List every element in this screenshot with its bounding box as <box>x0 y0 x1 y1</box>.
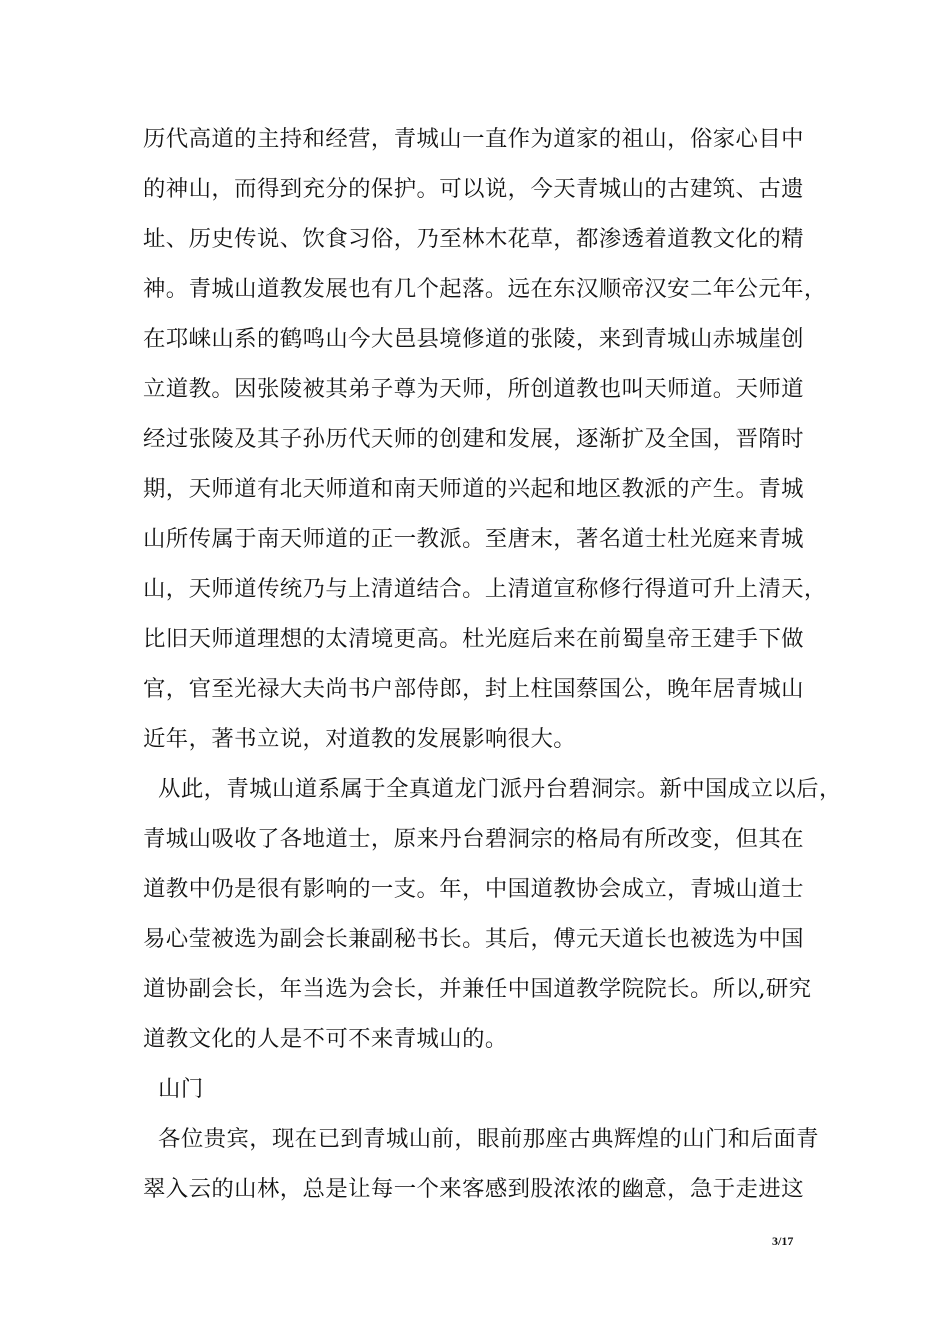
body-text-line: 的神山，而得到充分的保护。可以说，今天青城山的古建筑、古遗 <box>143 176 804 202</box>
body-text-line: 神。青城山道教发展也有几个起落。远在东汉顺帝汉安二年公元年， <box>143 276 827 302</box>
body-text-line: 立道教。因张陵被其弟子尊为天师，所创道教也叫天师道。天师道 <box>143 376 804 402</box>
body-text-line: 期，天师道有北天师道和南天师道的兴起和地区教派的产生。青城 <box>143 476 804 502</box>
body-text-line: 经过张陵及其子孙历代天师的创建和发展，逐渐扩及全国，晋隋时 <box>143 426 804 452</box>
body-text-line: 官，官至光禄大夫尚书户部侍郎，封上柱国蔡国公，晚年居青城山 <box>143 676 804 702</box>
body-text-line: 翠入云的山林，总是让每一个来客感到股浓浓的幽意，急于走进这 <box>143 1176 804 1202</box>
body-text-line: 山所传属于南天师道的正一教派。至唐末，著名道士杜光庭来青城 <box>143 526 804 552</box>
body-text-line: 历代高道的主持和经营，青城山一直作为道家的祖山，俗家心目中 <box>143 126 804 152</box>
body-text-line: 比旧天师道理想的太清境更高。杜光庭后来在前蜀皇帝王建手下做 <box>143 626 804 652</box>
body-text-line: 青城山吸收了各地道士，原来丹台碧洞宗的格局有所改变，但其在 <box>143 826 804 852</box>
body-text-line: 址、历史传说、饮食习俗，乃至林木花草，都渗透着道教文化的精 <box>143 226 804 252</box>
page-number: 3/17 <box>772 1234 794 1248</box>
body-text-line: 在邛崃山系的鹤鸣山今大邑县境修道的张陵，来到青城山赤城崖创 <box>143 326 804 352</box>
body-text-line: 山，天师道传统乃与上清道结合。上清道宣称修行得道可升上清天， <box>143 576 827 602</box>
body-text-line: 易心莹被选为副会长兼副秘书长。其后，傅元天道长也被选为中国 <box>143 926 804 952</box>
body-text-line: 道教中仍是很有影响的一支。年，中国道教协会成立，青城山道士 <box>143 876 804 902</box>
body-text-line: 各位贵宾，现在已到青城山前，眼前那座古典辉煌的山门和后面青 <box>143 1126 819 1152</box>
body-text-line: 近年，著书立说，对道教的发展影响很大。 <box>143 726 577 752</box>
section-heading: 山门 <box>143 1076 204 1102</box>
body-text-line: 从此，青城山道系属于全真道龙门派丹台碧洞宗。新中国成立以后， <box>143 776 842 802</box>
body-text-line: 道协副会长，年当选为会长，并兼任中国道教学院院长。所以,研究 <box>143 976 812 1002</box>
body-text-line: 道教文化的人是不可不来青城山的。 <box>143 1026 508 1052</box>
